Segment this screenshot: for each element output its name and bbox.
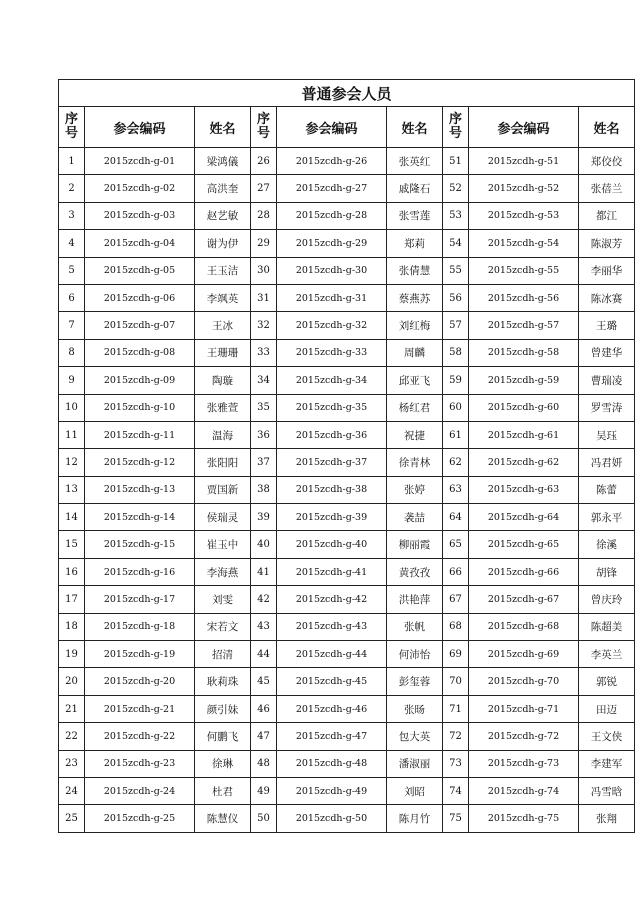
seq-cell: 34 xyxy=(251,367,277,394)
seq-cell: 36 xyxy=(251,421,277,448)
name-cell: 王玉洁 xyxy=(195,257,251,284)
code-cell: 2015zcdh-g-06 xyxy=(85,284,195,311)
name-cell: 曾庆玲 xyxy=(579,586,635,613)
seq-cell: 21 xyxy=(59,695,85,722)
code-cell: 2015zcdh-g-58 xyxy=(469,339,579,366)
code-cell: 2015zcdh-g-07 xyxy=(85,312,195,339)
code-cell: 2015zcdh-g-22 xyxy=(85,723,195,750)
table-row xyxy=(59,531,635,558)
name-cell: 潘淑丽 xyxy=(387,750,443,777)
code-cell: 2015zcdh-g-44 xyxy=(277,641,387,668)
table-row xyxy=(59,175,635,202)
code-cell: 2015zcdh-g-11 xyxy=(85,421,195,448)
code-cell: 2015zcdh-g-37 xyxy=(277,449,387,476)
seq-cell: 38 xyxy=(251,476,277,503)
code-cell: 2015zcdh-g-52 xyxy=(469,175,579,202)
name-cell: 李丽华 xyxy=(579,257,635,284)
seq-cell: 51 xyxy=(443,148,469,175)
seq-cell: 10 xyxy=(59,394,85,421)
name-cell: 袭喆 xyxy=(387,504,443,531)
code-cell: 2015zcdh-g-63 xyxy=(469,476,579,503)
name-cell: 都江 xyxy=(579,202,635,229)
header-seq: 序号 xyxy=(251,107,277,148)
code-cell: 2015zcdh-g-70 xyxy=(469,668,579,695)
code-cell: 2015zcdh-g-67 xyxy=(469,586,579,613)
name-cell: 郑莉 xyxy=(387,230,443,257)
name-cell: 田迈 xyxy=(579,695,635,722)
attendee-sheet xyxy=(58,79,623,833)
code-cell: 2015zcdh-g-35 xyxy=(277,394,387,421)
table-row xyxy=(59,805,635,832)
code-cell: 2015zcdh-g-12 xyxy=(85,449,195,476)
name-cell: 招清 xyxy=(195,641,251,668)
table-row xyxy=(59,449,635,476)
seq-cell: 7 xyxy=(59,312,85,339)
header-seq: 序号 xyxy=(443,107,469,148)
code-cell: 2015zcdh-g-49 xyxy=(277,777,387,804)
table-row xyxy=(59,312,635,339)
code-cell: 2015zcdh-g-02 xyxy=(85,175,195,202)
code-cell: 2015zcdh-g-01 xyxy=(85,148,195,175)
name-cell: 赵艺敏 xyxy=(195,202,251,229)
name-cell: 张婷 xyxy=(387,476,443,503)
name-cell: 谢为伊 xyxy=(195,230,251,257)
header-seq: 序号 xyxy=(59,107,85,148)
seq-cell: 5 xyxy=(59,257,85,284)
seq-cell: 33 xyxy=(251,339,277,366)
seq-cell: 29 xyxy=(251,230,277,257)
name-cell: 张帆 xyxy=(387,613,443,640)
code-cell: 2015zcdh-g-32 xyxy=(277,312,387,339)
name-cell: 陈蕾 xyxy=(579,476,635,503)
table-row xyxy=(59,777,635,804)
seq-cell: 9 xyxy=(59,367,85,394)
seq-cell: 8 xyxy=(59,339,85,366)
table-row xyxy=(59,613,635,640)
seq-cell: 60 xyxy=(443,394,469,421)
name-cell: 李海燕 xyxy=(195,558,251,585)
name-cell: 黄孜孜 xyxy=(387,558,443,585)
code-cell: 2015zcdh-g-55 xyxy=(469,257,579,284)
table-row xyxy=(59,284,635,311)
table-row xyxy=(59,504,635,531)
name-cell: 郭锐 xyxy=(579,668,635,695)
code-cell: 2015zcdh-g-50 xyxy=(277,805,387,832)
code-cell: 2015zcdh-g-66 xyxy=(469,558,579,585)
code-cell: 2015zcdh-g-14 xyxy=(85,504,195,531)
code-cell: 2015zcdh-g-40 xyxy=(277,531,387,558)
name-cell: 曹瑞凌 xyxy=(579,367,635,394)
code-cell: 2015zcdh-g-48 xyxy=(277,750,387,777)
code-cell: 2015zcdh-g-15 xyxy=(85,531,195,558)
code-cell: 2015zcdh-g-39 xyxy=(277,504,387,531)
code-cell: 2015zcdh-g-23 xyxy=(85,750,195,777)
name-cell: 王珊珊 xyxy=(195,339,251,366)
code-cell: 2015zcdh-g-16 xyxy=(85,558,195,585)
seq-cell: 61 xyxy=(443,421,469,448)
name-cell: 张雅萱 xyxy=(195,394,251,421)
seq-cell: 1 xyxy=(59,148,85,175)
name-cell: 侯瑞灵 xyxy=(195,504,251,531)
code-cell: 2015zcdh-g-13 xyxy=(85,476,195,503)
name-cell: 蔡燕苏 xyxy=(387,284,443,311)
code-cell: 2015zcdh-g-08 xyxy=(85,339,195,366)
name-cell: 张倩慧 xyxy=(387,257,443,284)
code-cell: 2015zcdh-g-41 xyxy=(277,558,387,585)
name-cell: 刘红梅 xyxy=(387,312,443,339)
code-cell: 2015zcdh-g-73 xyxy=(469,750,579,777)
seq-cell: 72 xyxy=(443,723,469,750)
seq-cell: 68 xyxy=(443,613,469,640)
seq-cell: 47 xyxy=(251,723,277,750)
seq-cell: 55 xyxy=(443,257,469,284)
name-cell: 张雪莲 xyxy=(387,202,443,229)
name-cell: 胡锋 xyxy=(579,558,635,585)
code-cell: 2015zcdh-g-28 xyxy=(277,202,387,229)
header-code: 参会编码 xyxy=(469,107,579,148)
seq-cell: 37 xyxy=(251,449,277,476)
code-cell: 2015zcdh-g-05 xyxy=(85,257,195,284)
code-cell: 2015zcdh-g-18 xyxy=(85,613,195,640)
seq-cell: 65 xyxy=(443,531,469,558)
code-cell: 2015zcdh-g-71 xyxy=(469,695,579,722)
seq-cell: 35 xyxy=(251,394,277,421)
code-cell: 2015zcdh-g-51 xyxy=(469,148,579,175)
table-row xyxy=(59,641,635,668)
header-name: 姓名 xyxy=(579,107,635,148)
header-name: 姓名 xyxy=(387,107,443,148)
code-cell: 2015zcdh-g-03 xyxy=(85,202,195,229)
name-cell: 邱亚飞 xyxy=(387,367,443,394)
code-cell: 2015zcdh-g-33 xyxy=(277,339,387,366)
name-cell: 包大英 xyxy=(387,723,443,750)
name-cell: 杜君 xyxy=(195,777,251,804)
seq-cell: 46 xyxy=(251,695,277,722)
code-cell: 2015zcdh-g-38 xyxy=(277,476,387,503)
name-cell: 张旸 xyxy=(387,695,443,722)
code-cell: 2015zcdh-g-09 xyxy=(85,367,195,394)
attendee-table xyxy=(58,79,635,833)
seq-cell: 69 xyxy=(443,641,469,668)
name-cell: 冯君妍 xyxy=(579,449,635,476)
table-row xyxy=(59,367,635,394)
code-cell: 2015zcdh-g-43 xyxy=(277,613,387,640)
code-cell: 2015zcdh-g-57 xyxy=(469,312,579,339)
name-cell: 陶璇 xyxy=(195,367,251,394)
name-cell: 罗雪涛 xyxy=(579,394,635,421)
seq-cell: 39 xyxy=(251,504,277,531)
name-cell: 宋若文 xyxy=(195,613,251,640)
name-cell: 冯雪晗 xyxy=(579,777,635,804)
seq-cell: 48 xyxy=(251,750,277,777)
code-cell: 2015zcdh-g-17 xyxy=(85,586,195,613)
name-cell: 曾建华 xyxy=(579,339,635,366)
name-cell: 陈超美 xyxy=(579,613,635,640)
table-row xyxy=(59,339,635,366)
table-row xyxy=(59,476,635,503)
code-cell: 2015zcdh-g-24 xyxy=(85,777,195,804)
seq-cell: 23 xyxy=(59,750,85,777)
seq-cell: 15 xyxy=(59,531,85,558)
name-cell: 刘雯 xyxy=(195,586,251,613)
seq-cell: 11 xyxy=(59,421,85,448)
code-cell: 2015zcdh-g-21 xyxy=(85,695,195,722)
name-cell: 周麟 xyxy=(387,339,443,366)
seq-cell: 67 xyxy=(443,586,469,613)
code-cell: 2015zcdh-g-46 xyxy=(277,695,387,722)
code-cell: 2015zcdh-g-36 xyxy=(277,421,387,448)
code-cell: 2015zcdh-g-34 xyxy=(277,367,387,394)
seq-cell: 40 xyxy=(251,531,277,558)
name-cell: 贾国新 xyxy=(195,476,251,503)
code-cell: 2015zcdh-g-75 xyxy=(469,805,579,832)
code-cell: 2015zcdh-g-72 xyxy=(469,723,579,750)
code-cell: 2015zcdh-g-10 xyxy=(85,394,195,421)
name-cell: 张阳阳 xyxy=(195,449,251,476)
name-cell: 温海 xyxy=(195,421,251,448)
header-row xyxy=(59,107,635,148)
code-cell: 2015zcdh-g-31 xyxy=(277,284,387,311)
seq-cell: 50 xyxy=(251,805,277,832)
name-cell: 郭永平 xyxy=(579,504,635,531)
table-title: 普通参会人员 xyxy=(59,80,635,107)
code-cell: 2015zcdh-g-59 xyxy=(469,367,579,394)
name-cell: 陈冰赛 xyxy=(579,284,635,311)
seq-cell: 22 xyxy=(59,723,85,750)
seq-cell: 17 xyxy=(59,586,85,613)
seq-cell: 49 xyxy=(251,777,277,804)
table-row xyxy=(59,586,635,613)
table-row xyxy=(59,723,635,750)
code-cell: 2015zcdh-g-30 xyxy=(277,257,387,284)
seq-cell: 56 xyxy=(443,284,469,311)
seq-cell: 53 xyxy=(443,202,469,229)
table-row xyxy=(59,394,635,421)
name-cell: 王冰 xyxy=(195,312,251,339)
name-cell: 郑佼佼 xyxy=(579,148,635,175)
seq-cell: 54 xyxy=(443,230,469,257)
seq-cell: 43 xyxy=(251,613,277,640)
seq-cell: 27 xyxy=(251,175,277,202)
header-code: 参会编码 xyxy=(85,107,195,148)
name-cell: 徐溪 xyxy=(579,531,635,558)
name-cell: 崔玉中 xyxy=(195,531,251,558)
table-row xyxy=(59,668,635,695)
seq-cell: 63 xyxy=(443,476,469,503)
seq-cell: 30 xyxy=(251,257,277,284)
name-cell: 高洪奎 xyxy=(195,175,251,202)
seq-cell: 73 xyxy=(443,750,469,777)
code-cell: 2015zcdh-g-54 xyxy=(469,230,579,257)
name-cell: 李飒英 xyxy=(195,284,251,311)
name-cell: 王璐 xyxy=(579,312,635,339)
seq-cell: 42 xyxy=(251,586,277,613)
seq-cell: 14 xyxy=(59,504,85,531)
name-cell: 杨红君 xyxy=(387,394,443,421)
header-name: 姓名 xyxy=(195,107,251,148)
code-cell: 2015zcdh-g-47 xyxy=(277,723,387,750)
name-cell: 张英红 xyxy=(387,148,443,175)
table-row xyxy=(59,202,635,229)
code-cell: 2015zcdh-g-60 xyxy=(469,394,579,421)
seq-cell: 66 xyxy=(443,558,469,585)
seq-cell: 13 xyxy=(59,476,85,503)
seq-cell: 70 xyxy=(443,668,469,695)
seq-cell: 41 xyxy=(251,558,277,585)
seq-cell: 18 xyxy=(59,613,85,640)
name-cell: 刘昭 xyxy=(387,777,443,804)
code-cell: 2015zcdh-g-64 xyxy=(469,504,579,531)
code-cell: 2015zcdh-g-62 xyxy=(469,449,579,476)
table-row xyxy=(59,695,635,722)
seq-cell: 6 xyxy=(59,284,85,311)
code-cell: 2015zcdh-g-27 xyxy=(277,175,387,202)
name-cell: 梁鸿儀 xyxy=(195,148,251,175)
name-cell: 张翔 xyxy=(579,805,635,832)
name-cell: 徐青林 xyxy=(387,449,443,476)
name-cell: 吴珏 xyxy=(579,421,635,448)
name-cell: 王文侠 xyxy=(579,723,635,750)
seq-cell: 74 xyxy=(443,777,469,804)
name-cell: 何沛怡 xyxy=(387,641,443,668)
name-cell: 耿莉珠 xyxy=(195,668,251,695)
seq-cell: 31 xyxy=(251,284,277,311)
code-cell: 2015zcdh-g-74 xyxy=(469,777,579,804)
code-cell: 2015zcdh-g-65 xyxy=(469,531,579,558)
code-cell: 2015zcdh-g-61 xyxy=(469,421,579,448)
table-row xyxy=(59,421,635,448)
seq-cell: 25 xyxy=(59,805,85,832)
table-body xyxy=(59,148,635,833)
seq-cell: 32 xyxy=(251,312,277,339)
table-row xyxy=(59,230,635,257)
seq-cell: 24 xyxy=(59,777,85,804)
code-cell: 2015zcdh-g-53 xyxy=(469,202,579,229)
name-cell: 张蓓兰 xyxy=(579,175,635,202)
code-cell: 2015zcdh-g-04 xyxy=(85,230,195,257)
name-cell: 洪艳萍 xyxy=(387,586,443,613)
code-cell: 2015zcdh-g-19 xyxy=(85,641,195,668)
code-cell: 2015zcdh-g-20 xyxy=(85,668,195,695)
code-cell: 2015zcdh-g-42 xyxy=(277,586,387,613)
name-cell: 李建军 xyxy=(579,750,635,777)
code-cell: 2015zcdh-g-25 xyxy=(85,805,195,832)
name-cell: 陈月竹 xyxy=(387,805,443,832)
name-cell: 何鹏飞 xyxy=(195,723,251,750)
name-cell: 陈慧仪 xyxy=(195,805,251,832)
name-cell: 祝捷 xyxy=(387,421,443,448)
seq-cell: 75 xyxy=(443,805,469,832)
name-cell: 颜引妹 xyxy=(195,695,251,722)
seq-cell: 26 xyxy=(251,148,277,175)
seq-cell: 57 xyxy=(443,312,469,339)
code-cell: 2015zcdh-g-56 xyxy=(469,284,579,311)
seq-cell: 19 xyxy=(59,641,85,668)
name-cell: 戚隆石 xyxy=(387,175,443,202)
name-cell: 徐琳 xyxy=(195,750,251,777)
code-cell: 2015zcdh-g-26 xyxy=(277,148,387,175)
seq-cell: 2 xyxy=(59,175,85,202)
name-cell: 李英兰 xyxy=(579,641,635,668)
code-cell: 2015zcdh-g-29 xyxy=(277,230,387,257)
name-cell: 彭玺蓉 xyxy=(387,668,443,695)
code-cell: 2015zcdh-g-69 xyxy=(469,641,579,668)
seq-cell: 58 xyxy=(443,339,469,366)
seq-cell: 64 xyxy=(443,504,469,531)
seq-cell: 59 xyxy=(443,367,469,394)
table-row xyxy=(59,558,635,585)
seq-cell: 45 xyxy=(251,668,277,695)
table-row xyxy=(59,750,635,777)
code-cell: 2015zcdh-g-45 xyxy=(277,668,387,695)
seq-cell: 71 xyxy=(443,695,469,722)
table-row xyxy=(59,148,635,175)
seq-cell: 28 xyxy=(251,202,277,229)
seq-cell: 4 xyxy=(59,230,85,257)
code-cell: 2015zcdh-g-68 xyxy=(469,613,579,640)
seq-cell: 16 xyxy=(59,558,85,585)
name-cell: 柳丽霞 xyxy=(387,531,443,558)
seq-cell: 62 xyxy=(443,449,469,476)
seq-cell: 12 xyxy=(59,449,85,476)
seq-cell: 52 xyxy=(443,175,469,202)
table-row xyxy=(59,257,635,284)
seq-cell: 20 xyxy=(59,668,85,695)
header-code: 参会编码 xyxy=(277,107,387,148)
seq-cell: 3 xyxy=(59,202,85,229)
name-cell: 陈淑芳 xyxy=(579,230,635,257)
seq-cell: 44 xyxy=(251,641,277,668)
